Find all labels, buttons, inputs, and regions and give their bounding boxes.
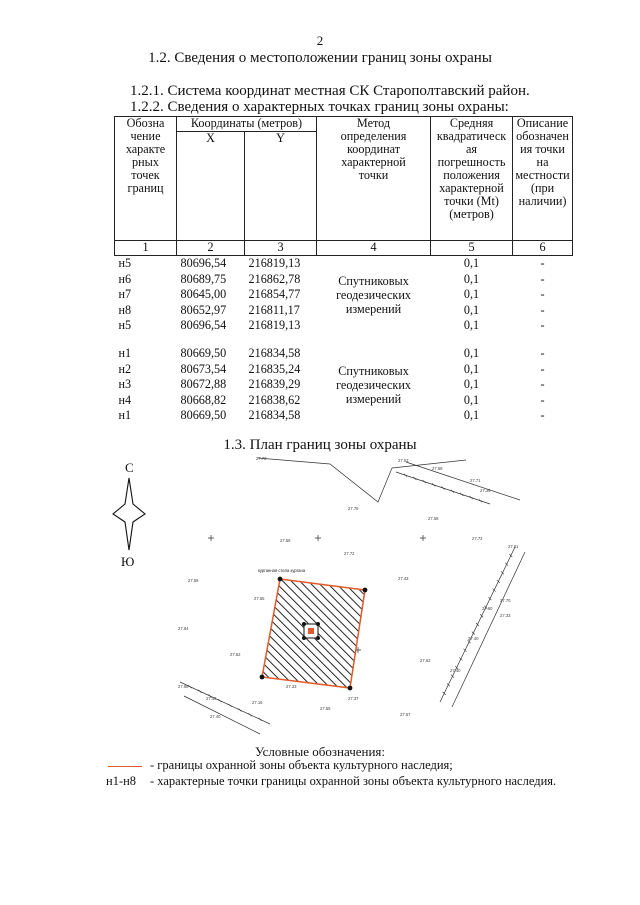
header-error-line: точки (Mt) (444, 194, 499, 208)
elevation-label: 27.62 (230, 652, 241, 657)
line-tick (509, 554, 512, 557)
cell-y: 216834,58 (248, 345, 301, 360)
cell-desc: - (540, 377, 545, 392)
header-coordinates: Координаты (метров) (177, 117, 317, 132)
cell-y: 216839,29 (248, 377, 301, 392)
elevation-label: 27.51 (508, 544, 519, 549)
cell-desc: - (540, 318, 545, 333)
elevation-label: 27.58 (188, 578, 199, 583)
elevation-label: 27.55 (254, 596, 265, 601)
header-error-line: характерной (439, 181, 504, 195)
column-number: 1 (115, 241, 177, 256)
elevation-label: 27.64 (178, 626, 189, 631)
cell-x: 80652,97 (180, 302, 227, 317)
elevation-label: 27.68 (432, 466, 443, 471)
cell-point: н6 (118, 271, 132, 286)
cell-x: 80673,54 (180, 361, 227, 376)
header-x: X (177, 132, 245, 241)
cell-y: 216854,77 (248, 287, 301, 302)
header-description-line: (при (530, 181, 555, 195)
header-error-line: ая (466, 142, 478, 156)
boundary-point-marker (278, 577, 283, 582)
spacer-cell (115, 334, 573, 346)
boundary-points-table (114, 116, 573, 424)
elevation-label: 27.57 (400, 712, 411, 717)
header-description-line: местности (515, 168, 570, 182)
column-number: 5 (431, 241, 513, 256)
section-title-1-2: 1.2. Сведения о местоположении границ зоны охраны (148, 50, 492, 66)
elevation-label: 27.71 (470, 478, 481, 483)
table-body (115, 256, 573, 424)
method-line: измерений (345, 301, 402, 316)
cell-desc: - (540, 392, 545, 407)
cell-y: 216838,62 (248, 392, 301, 407)
cell-err: 0,1 (463, 318, 480, 333)
cell-desc: - (540, 271, 545, 286)
header-description-line: на (536, 155, 549, 169)
line-tick (493, 589, 496, 592)
cell-point: н1 (118, 345, 132, 360)
group-spacer (115, 334, 573, 346)
column-numbers-row (115, 241, 573, 256)
cell-err: 0,1 (463, 408, 480, 423)
line-tick (480, 614, 483, 617)
table-row (115, 346, 573, 362)
header-method (317, 117, 431, 241)
page-number: 2 (316, 33, 324, 48)
line-tick (459, 657, 462, 660)
compass (112, 460, 146, 572)
header-error-line: (метров) (449, 207, 494, 221)
elevation-label: 27.68 (178, 684, 189, 689)
cell-x: 80696,54 (180, 256, 227, 270)
cell-point: н2 (118, 361, 132, 376)
legend-boundary-line-icon (108, 766, 142, 767)
header-description (513, 117, 573, 241)
header-designation-line: границ (127, 181, 164, 195)
line-tick (501, 571, 504, 574)
cell-point: н8 (118, 302, 132, 317)
north-label: С (125, 460, 134, 475)
elevation-label: 27.46 (206, 696, 217, 701)
header-error-line: квадратическ (436, 129, 507, 143)
line-tick (476, 623, 479, 626)
column-number: 4 (317, 241, 431, 256)
table-row (115, 256, 573, 272)
cell-x: 80696,54 (180, 318, 227, 333)
elevation-label: 27.72 (256, 456, 267, 461)
cell-method (317, 346, 431, 424)
elevation-label: 27.62 (420, 658, 431, 663)
boundary-point-marker (260, 675, 265, 680)
cell-err: 0,1 (463, 302, 480, 317)
cell-x: 80689,75 (180, 271, 227, 286)
method-line: Спутниковых (338, 363, 409, 378)
line-tick (443, 692, 446, 695)
cell-point: н7 (118, 287, 132, 302)
line-tick (259, 718, 262, 721)
cell-x: 80669,50 (180, 408, 227, 423)
cell-point: н5 (118, 256, 132, 270)
cell-y: 216835,24 (248, 361, 301, 376)
cell-desc: - (540, 345, 545, 360)
cell-desc: - (540, 256, 545, 270)
header-method-line: точки (358, 168, 389, 182)
cell-x: 80668,82 (180, 392, 227, 407)
cell-desc: - (540, 302, 545, 317)
line-tick (489, 597, 492, 600)
method-line: Спутниковых (338, 273, 409, 288)
elevation-label: 27.53 (398, 458, 409, 463)
cell-point: н4 (118, 392, 132, 407)
header-method-line: характерной (341, 155, 406, 169)
header-y: Y (245, 132, 317, 241)
line-tick (472, 632, 475, 635)
header-designation-line: характе (125, 142, 166, 156)
line-tick (249, 713, 252, 716)
legend-points-symbol: н1-н8 (106, 774, 137, 788)
header-designation-line: рных (132, 155, 159, 169)
line-tick (239, 709, 242, 712)
elevation-label: 27.58 (428, 516, 439, 521)
cell-x: 80669,50 (180, 345, 227, 360)
column-number: 2 (177, 241, 245, 256)
elevation-label: 27.76 (348, 506, 359, 511)
header-method-line: координат (346, 142, 401, 156)
cell-x: 80645,00 (180, 287, 227, 302)
legend-points-text: - характерные точки границы охранной зоны объекта культурного наследия. (150, 774, 557, 788)
legend-boundary-text: - границы охранной зоны объекта культурного наследия; (150, 758, 453, 772)
header-description-line: ия точки (520, 142, 565, 156)
header-method-line: определения (340, 129, 407, 143)
elevation-label: 27.55 (320, 706, 331, 711)
column-number: 3 (245, 241, 317, 256)
line-tick (505, 563, 508, 566)
elevation-label: 27.72 (344, 551, 355, 556)
south-label: Ю (121, 554, 135, 569)
elevation-label: 27.43 (398, 576, 409, 581)
section-title-1-3: 1.3. План границ зоны охраны (223, 437, 417, 453)
header-description-line: наличии) (518, 194, 567, 208)
cell-point: н5 (118, 318, 132, 333)
cell-err: 0,1 (463, 256, 480, 270)
cell-y: 216819,13 (248, 318, 301, 333)
characteristic-points-line: 1.2.2. Сведения о характерных точках границ зоны охраны: (130, 99, 509, 115)
elevation-label: 27.33 (286, 684, 297, 689)
elevation-label: 27.40 (210, 714, 221, 719)
elevation-label: 27.56 (280, 538, 291, 543)
cell-err: 0,1 (463, 361, 480, 376)
method-line: измерений (345, 391, 402, 406)
object-label: курганная стела кургана (258, 568, 306, 573)
elevation-label: 27.33 (500, 613, 511, 618)
line-tick (219, 699, 222, 702)
elevation-label: 27.70 (500, 598, 511, 603)
boundary-point-marker (363, 588, 368, 593)
cell-y: 216862,78 (248, 271, 301, 286)
line-tick (497, 580, 500, 583)
header-designation (115, 117, 177, 241)
column-number: 6 (513, 241, 573, 256)
header-error-line: Средняя (449, 116, 494, 130)
cell-desc: - (540, 287, 545, 302)
cell-method (317, 256, 431, 334)
method-line: геодезических (336, 377, 411, 392)
line-tick (447, 683, 450, 686)
cell-desc: - (540, 361, 545, 376)
header-error (431, 117, 513, 241)
elevation-label: 27.40 (468, 636, 479, 641)
coordinate-system-line: 1.2.1. Система координат местная СК Старополтавский район. (130, 83, 530, 99)
line-tick (199, 690, 202, 693)
header-designation-line: Обозна (126, 116, 165, 130)
cell-desc: - (540, 408, 545, 423)
cell-point: н1 (118, 408, 132, 423)
cell-err: 0,1 (463, 377, 480, 392)
header-error-line: погрешность (437, 155, 506, 169)
cell-err: 0,1 (463, 271, 480, 286)
cell-err: 0,1 (463, 345, 480, 360)
legend-title: Условные обозначения: (254, 744, 386, 759)
boundary-point-marker (348, 686, 353, 691)
elevation-label: 27.72 (472, 536, 483, 541)
cell-point: н3 (118, 377, 132, 392)
cell-err: 0,1 (463, 392, 480, 407)
elevation-label: 27.37 (348, 696, 359, 701)
elevation-label: 27.60 (482, 606, 493, 611)
boundary-plan-drawing (170, 452, 540, 737)
header-description-line: Описание (516, 116, 569, 130)
header-designation-line: точек (131, 168, 160, 182)
header-description-line: обозначен (516, 129, 569, 143)
elevation-label: 27.16 (252, 700, 263, 705)
cell-y: 216811,17 (248, 302, 300, 317)
cell-x: 80672,88 (180, 377, 227, 392)
header-designation-line: чение (130, 129, 161, 143)
method-line: геодезических (336, 287, 411, 302)
elevation-label: 27.40 (450, 668, 461, 673)
header-method-line: Метод (356, 116, 391, 130)
elevation-label: 27.36 (480, 488, 491, 493)
cell-y: 216834,58 (248, 408, 301, 423)
header-error-line: положения (443, 168, 500, 182)
line-tick (464, 649, 467, 652)
monument-marker (302, 622, 320, 640)
cell-err: 0,1 (463, 287, 480, 302)
line-tick (451, 675, 454, 678)
cell-y: 216819,13 (248, 256, 301, 270)
line-tick (189, 685, 192, 688)
line-tick (229, 704, 232, 707)
